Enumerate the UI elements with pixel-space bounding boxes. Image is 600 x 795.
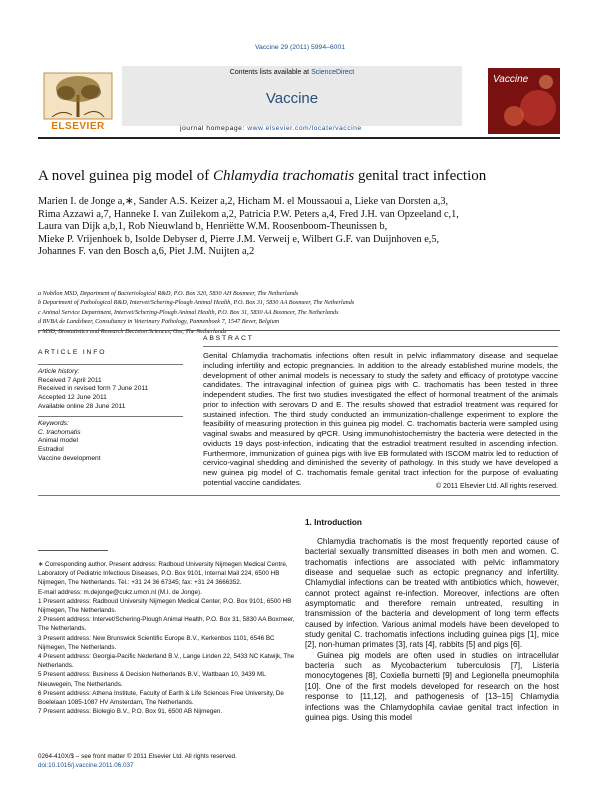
keyword: Animal model (38, 437, 78, 445)
abstract-heading: ABSTRACT (203, 335, 254, 342)
affiliation: d BVBA de Landsheer, Consultancy in Veterinary Pathology, Pannenhoek 7, 1547 Bever, Belgium (38, 318, 280, 326)
history-item: Available online 28 June 2011 (38, 402, 126, 410)
homepage-link[interactable]: www.elsevier.com/locate/vaccine (247, 125, 362, 132)
sciencedirect-link[interactable]: ScienceDirect (311, 69, 355, 76)
journal-citation[interactable]: Vaccine 29 (2011) 5994–6001 (254, 44, 346, 51)
footnote: 4 Present address: Georgia-Pacific Nederland B.V., Lange Linden 22, 5433 NC Katwijk, The Netherlands. (38, 653, 295, 670)
affiliation: a Nobilon MSD, Department of Bacteriological R&D, P.O. Box 320, 5830 AH Boxmeer, The Netherlands (38, 290, 299, 297)
keyword: C. trachomatis (38, 428, 81, 436)
footnote: 6 Present address: Athena Institute, Faculty of Earth & Life Sciences Free University, De Boelelaan 1085-1087 HV Amsterdam, The Netherlands. (38, 689, 284, 707)
abstract-text: Genital Chlamydia trachomatis infections often result in pelvic inflammatory disease and sequelae including infertility and ectopic pregnancies. In addition to the already established murine models, the development of other animal models is necessary to study the safety and efficacy of prototype vaccine candidates. The intravaginal infection of guinea pigs with C. trachomatis has been tested in three independent studies. The first two studies investigated the effect of hormonal treatment of the animals prior to infection with serovars D and E. The results showed that estradiol treatment was required for sustained infection. The third study conducted an immunization-challenge experiment to explore the feasibility of measuring protection in this guinea pig model. C. trachomatis bacteria were sampled using vaginal swabs and measured by qPCR. Using immunohistochemistry the bacteria were detected in the oviducts 19 days post-infection, indicating that the estradiol treatment resulted in ascending infection. Furthermore, immunization of guinea pigs with live EB formulated with ISCOM matrix led to reduction of cervico-vaginal shedding and diminished the severity of pathology. In this study we have developed a new guinea pig model of C. trachomatis female genital tract infection for the purpose of evaluating potential vaccine candidates. (203, 351, 558, 487)
doi-link[interactable]: doi:10.1016/j.vaccine.2011.06.037 (38, 762, 134, 770)
author-line: Rima Azzawi a,7, Hanneke I. van Zuilekom a,2, Patricia P.W. Peters a,4, Fred J.H. van Opzeeland c,1, (38, 208, 459, 220)
publisher-name: ELSEVIER (51, 121, 105, 132)
intro-paragraph: Guinea pig models are often used in studies on intracellular bacteria such as Mycobacterium tuberculosis [7], Listeria monocytogenes [8], Coxiella burnetti [9] and Legionella pneumophila [10]. One of the first models developed for research on the host response to [11,12], and pathogenesis of [13–15] Chlamydia infections was the Chlamydophila caviae genital tract infection in guinea pigs. Using this model (305, 650, 559, 722)
abstract-rule (203, 346, 558, 347)
info-rule (38, 364, 183, 365)
journal-homepage (180, 125, 362, 132)
issn-line: 0264-410X/$ – see front matter © 2011 Elsevier Ltd. All rights reserved. (38, 753, 237, 760)
introduction-text (305, 537, 559, 723)
footnotes (38, 560, 296, 716)
front-matter (38, 752, 298, 770)
header-rule (38, 137, 560, 139)
elsevier-logo (38, 71, 118, 133)
footnote: E-mail address: m.dejonge@cukz.umcn.nl (M.I. de Jonge). (38, 588, 202, 596)
keywords-label: Keywords: (38, 419, 69, 427)
footnote: 5 Present address: Business & Decision Netherlands B.V., Wattbaan 10, 3439 ML Nieuwegein, The Netherlands. (38, 671, 266, 688)
title-suffix: genital tract infection (354, 168, 487, 184)
affiliation-list (38, 289, 558, 336)
footnote: ∗ Corresponding author. Present address: Radboud University Nijmegen Medical Centre, Laboratory of Pediatric Infectious Diseases, P.O. Box 9101, Internal Mail 224, 6500 HB Nijmegen, The Netherlands. Tel.: +31 24 36 67345; fax: +31 24 3666352. (38, 561, 288, 587)
author-list (38, 196, 558, 259)
author-line: Laura van Dijk a,b,1, Rob Nieuwland b, Henriëtte W.M. Roosenboom-Theunissen b, (38, 221, 388, 233)
history-item: Received 7 April 2011 (38, 376, 102, 384)
history-item: Accepted 12 June 2011 (38, 394, 107, 402)
footnote: 1 Present address: Radboud University Nijmegen Medical Center, P.O. Box 9101, 6500 HB Nijmegen, The Netherlands. (38, 597, 292, 615)
introduction-heading: 1. Introduction (305, 518, 362, 527)
history-item: Received in revised form 7 June 2011 (38, 385, 149, 393)
author-line: Johannes F. van den Bosch a,6, Piet J.M. Nuijten a,2 (38, 246, 255, 258)
title-prefix: A novel guinea pig model of (38, 168, 213, 184)
keyword: Estradiol (38, 446, 64, 454)
journal-cover-image (488, 68, 560, 134)
journal-name: Vaccine (265, 90, 319, 107)
abstract-bottom-rule (38, 495, 560, 496)
info-rule (38, 416, 183, 417)
intro-paragraph: Chlamydia trachomatis is the most frequently reported cause of bacterial sexually transmitted diseases in both men and women. C. trachomatis infections are associated with pelvic inflammatory disease and sequelae such as ectopic pregnancy and infertility. Chlamydial infections can be treated with antibiotics which, however, cannot protect against re-infection. Moreover, infections are often asymptomatic and therefore remain untreated, resulting in transmission of the bacteria and development of long term effects caused by infection. Various animal models have been developed to study genital C. trachomatis infections including guinea pigs [1], mice [2], non-human primates [3], rats [4], rabbits [5] and pigs [6]. (305, 537, 559, 650)
title-italic: Chlamydia trachomatis (212, 168, 355, 184)
footnote-rule (38, 550, 108, 551)
article-info (38, 349, 183, 464)
author-line: Marien I. de Jonge a,∗, Sander A.S. Keizer a,2, Hicham M. el Moussaoui a, Lieke van Dorsten a,3, (38, 196, 449, 207)
section-rule (38, 330, 560, 331)
author-line: Mieke P. Vrijenhoek b, Isolde Debyser d, Pierre J.M. Verweij e, Wilbert G.F. van Duijnhoven e,5, (38, 233, 440, 245)
history-label: Article history: (38, 367, 80, 375)
contents-prefix: Contents lists available at (229, 69, 312, 76)
footnote: 2 Present address: Intervet/Schering-Plough Animal Health, P.O. Box 31, 5830 AA Boxmeer, The Netherlands. (38, 616, 295, 633)
affiliation: c Animal Service Department, Intervet/Schering-Plough Animal Health, P.O. Box 31, 5830 AA Boxmeer, The Netherlands (38, 308, 339, 316)
contents-line (122, 69, 462, 76)
article-title (38, 168, 486, 185)
article-info-heading: ARTICLE INFO (38, 349, 107, 356)
footnote: 3 Present address: New Brunswick Scientific Europe B.V., Kerkenbos 1101, 6546 BC Nijmegen, The Netherlands. (38, 634, 275, 651)
keyword: Vaccine development (38, 454, 101, 462)
copyright-line: © 2011 Elsevier Ltd. All rights reserved. (435, 483, 558, 490)
homepage-label: journal homepage: (180, 125, 248, 132)
affiliation: b Department of Pathological R&D, Intervet/Schering-Plough Animal Health, P.O. Box 31, 5830 AA Boxmeer, The Netherlands (38, 299, 355, 307)
cover-title: Vaccine (493, 74, 529, 85)
affiliation: e MSD, Biostatistics and Research Decision Sciences, Oss, The Netherlands (38, 327, 227, 335)
footnote: 7 Present address: Biolegio B.V., P.O. Box 91, 6500 AB Nijmegen. (38, 708, 223, 716)
